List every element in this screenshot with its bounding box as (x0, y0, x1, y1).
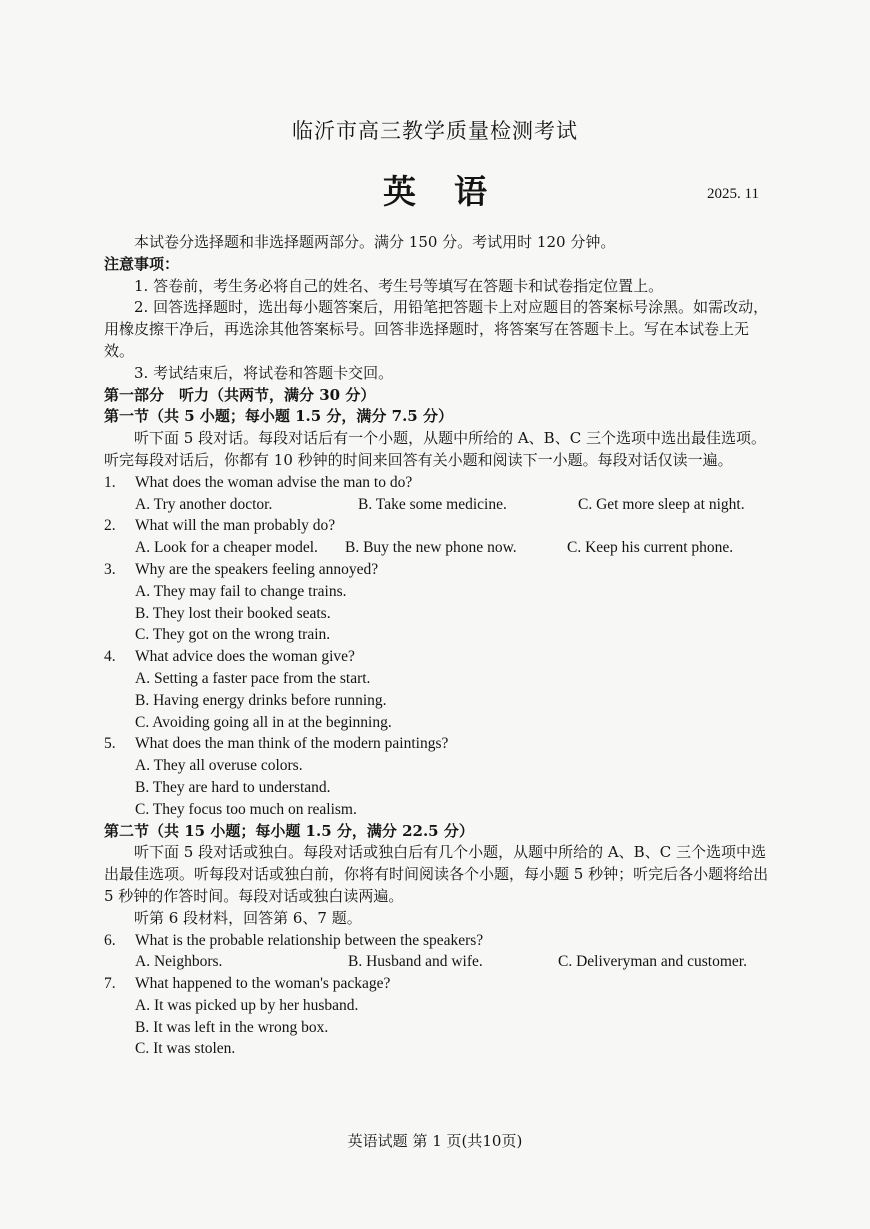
question-number: 1. (104, 473, 116, 491)
question-text: What advice does the woman give? (135, 648, 355, 666)
section2-heading: 第二节（共 15 小题；每小题 1.5 分，满分 22.5 分） (104, 821, 474, 840)
material-note: 听第 6 段材料，回答第 6、7 题。 (134, 908, 362, 927)
notice-item-1: 1. 答卷前，考生务必将自己的姓名、考生号等填写在答题卡和试卷指定位置上。 (134, 276, 664, 295)
options-row (135, 494, 774, 516)
question-6 (104, 930, 774, 952)
notice-item-3: 3. 考试结束后，将试卷和答题卡交回。 (134, 363, 394, 382)
option-a: A. Setting a faster pace from the start. (135, 669, 371, 687)
option-b: B. Husband and wife. (348, 953, 483, 971)
option-c: C. Get more sleep at night. (578, 495, 745, 513)
notice-heading: 注意事项： (104, 254, 180, 273)
option-a: A. It was picked up by her husband. (135, 996, 359, 1014)
section1-instructions: 听下面 5 段对话。每段对话后有一个小题，从题中所给的 A、B、C 三个选项中选出最佳选项。听完每段对话后，你都有 10 秒钟的时间来回答有关小题和阅读下一小题。每段对话仅读一遍。 (104, 429, 766, 469)
question-5 (104, 733, 774, 755)
question-number: 4. (104, 648, 116, 666)
option-a: A. Neighbors. (135, 953, 223, 971)
page-footer: 英语试题 第 1 页(共10页) (347, 1132, 523, 1150)
option-b: B. Buy the new phone now. (345, 539, 517, 557)
part1-heading: 第一部分 听力（共两节，满分 30 分） (104, 385, 376, 404)
option-c: C. They focus too much on realism. (135, 800, 357, 818)
question-7 (104, 973, 774, 995)
option-b: B. They are hard to understand. (135, 778, 331, 796)
question-4 (104, 646, 774, 668)
exam-body (104, 232, 774, 1060)
question-text: What happened to the woman's package? (135, 975, 391, 993)
option-b: B. They lost their booked seats. (135, 604, 331, 622)
exam-title: 临沂市高三教学质量检测考试 (292, 119, 578, 143)
section2-instructions: 听下面 5 段对话或独白。每段对话或独白后有几个小题，从题中所给的 A、B、C 三个选项中选出最佳选项。听每段对话或独白前，你将有时间阅读各个小题，每小题 5 秒钟；听完后各小题将给出 5 秒钟的作答时间。每段对话或独白读两遍。 (104, 843, 769, 905)
option-c: C. Deliveryman and customer. (558, 953, 747, 971)
option-b: B. Having energy drinks before running. (135, 691, 387, 709)
question-2 (104, 515, 774, 537)
option-b: B. It was left in the wrong box. (135, 1018, 329, 1036)
option-c: C. Keep his current phone. (567, 539, 734, 557)
option-c: C. Avoiding going all in at the beginning. (135, 713, 392, 731)
options-row (135, 537, 774, 559)
section1-heading: 第一节（共 5 小题；每小题 1.5 分，满分 7.5 分） (104, 407, 453, 426)
question-text: What does the woman advise the man to do? (135, 473, 413, 491)
question-3 (104, 559, 774, 581)
option-a: A. They may fail to change trains. (135, 582, 347, 600)
exam-date: 2025. 11 (707, 186, 759, 202)
options-row (135, 951, 774, 973)
question-text: What does the man think of the modern paintings? (135, 735, 449, 753)
option-a: A. They all overuse colors. (135, 757, 303, 775)
question-text: Why are the speakers feeling annoyed? (135, 560, 379, 578)
option-b: B. Take some medicine. (358, 495, 507, 513)
question-1 (104, 472, 774, 494)
question-text: What will the man probably do? (135, 517, 336, 535)
option-a: A. Look for a cheaper model. (135, 539, 318, 557)
intro-text: 本试卷分选择题和非选择题两部分。满分 150 分。考试用时 120 分钟。 (134, 233, 616, 251)
notice-item-2: 2. 回答选择题时，选出每小题答案后，用铅笔把答题卡上对应题目的答案标号涂黑。如需改动，用橡皮擦干净后，再选涂其他答案标号。回答非选择题时，将答案写在答题卡上。写在本试卷上无效。 (104, 298, 769, 360)
question-number: 3. (104, 560, 116, 578)
question-text: What is the probable relationship between the speakers? (135, 931, 484, 949)
option-c: C. It was stolen. (135, 1040, 236, 1058)
option-a: A. Try another doctor. (135, 495, 273, 513)
question-number: 7. (104, 975, 116, 993)
question-number: 5. (104, 735, 116, 753)
option-c: C. They got on the wrong train. (135, 626, 331, 644)
subject-title: 英语 (383, 172, 525, 211)
question-number: 2. (104, 517, 116, 535)
question-number: 6. (104, 931, 116, 949)
